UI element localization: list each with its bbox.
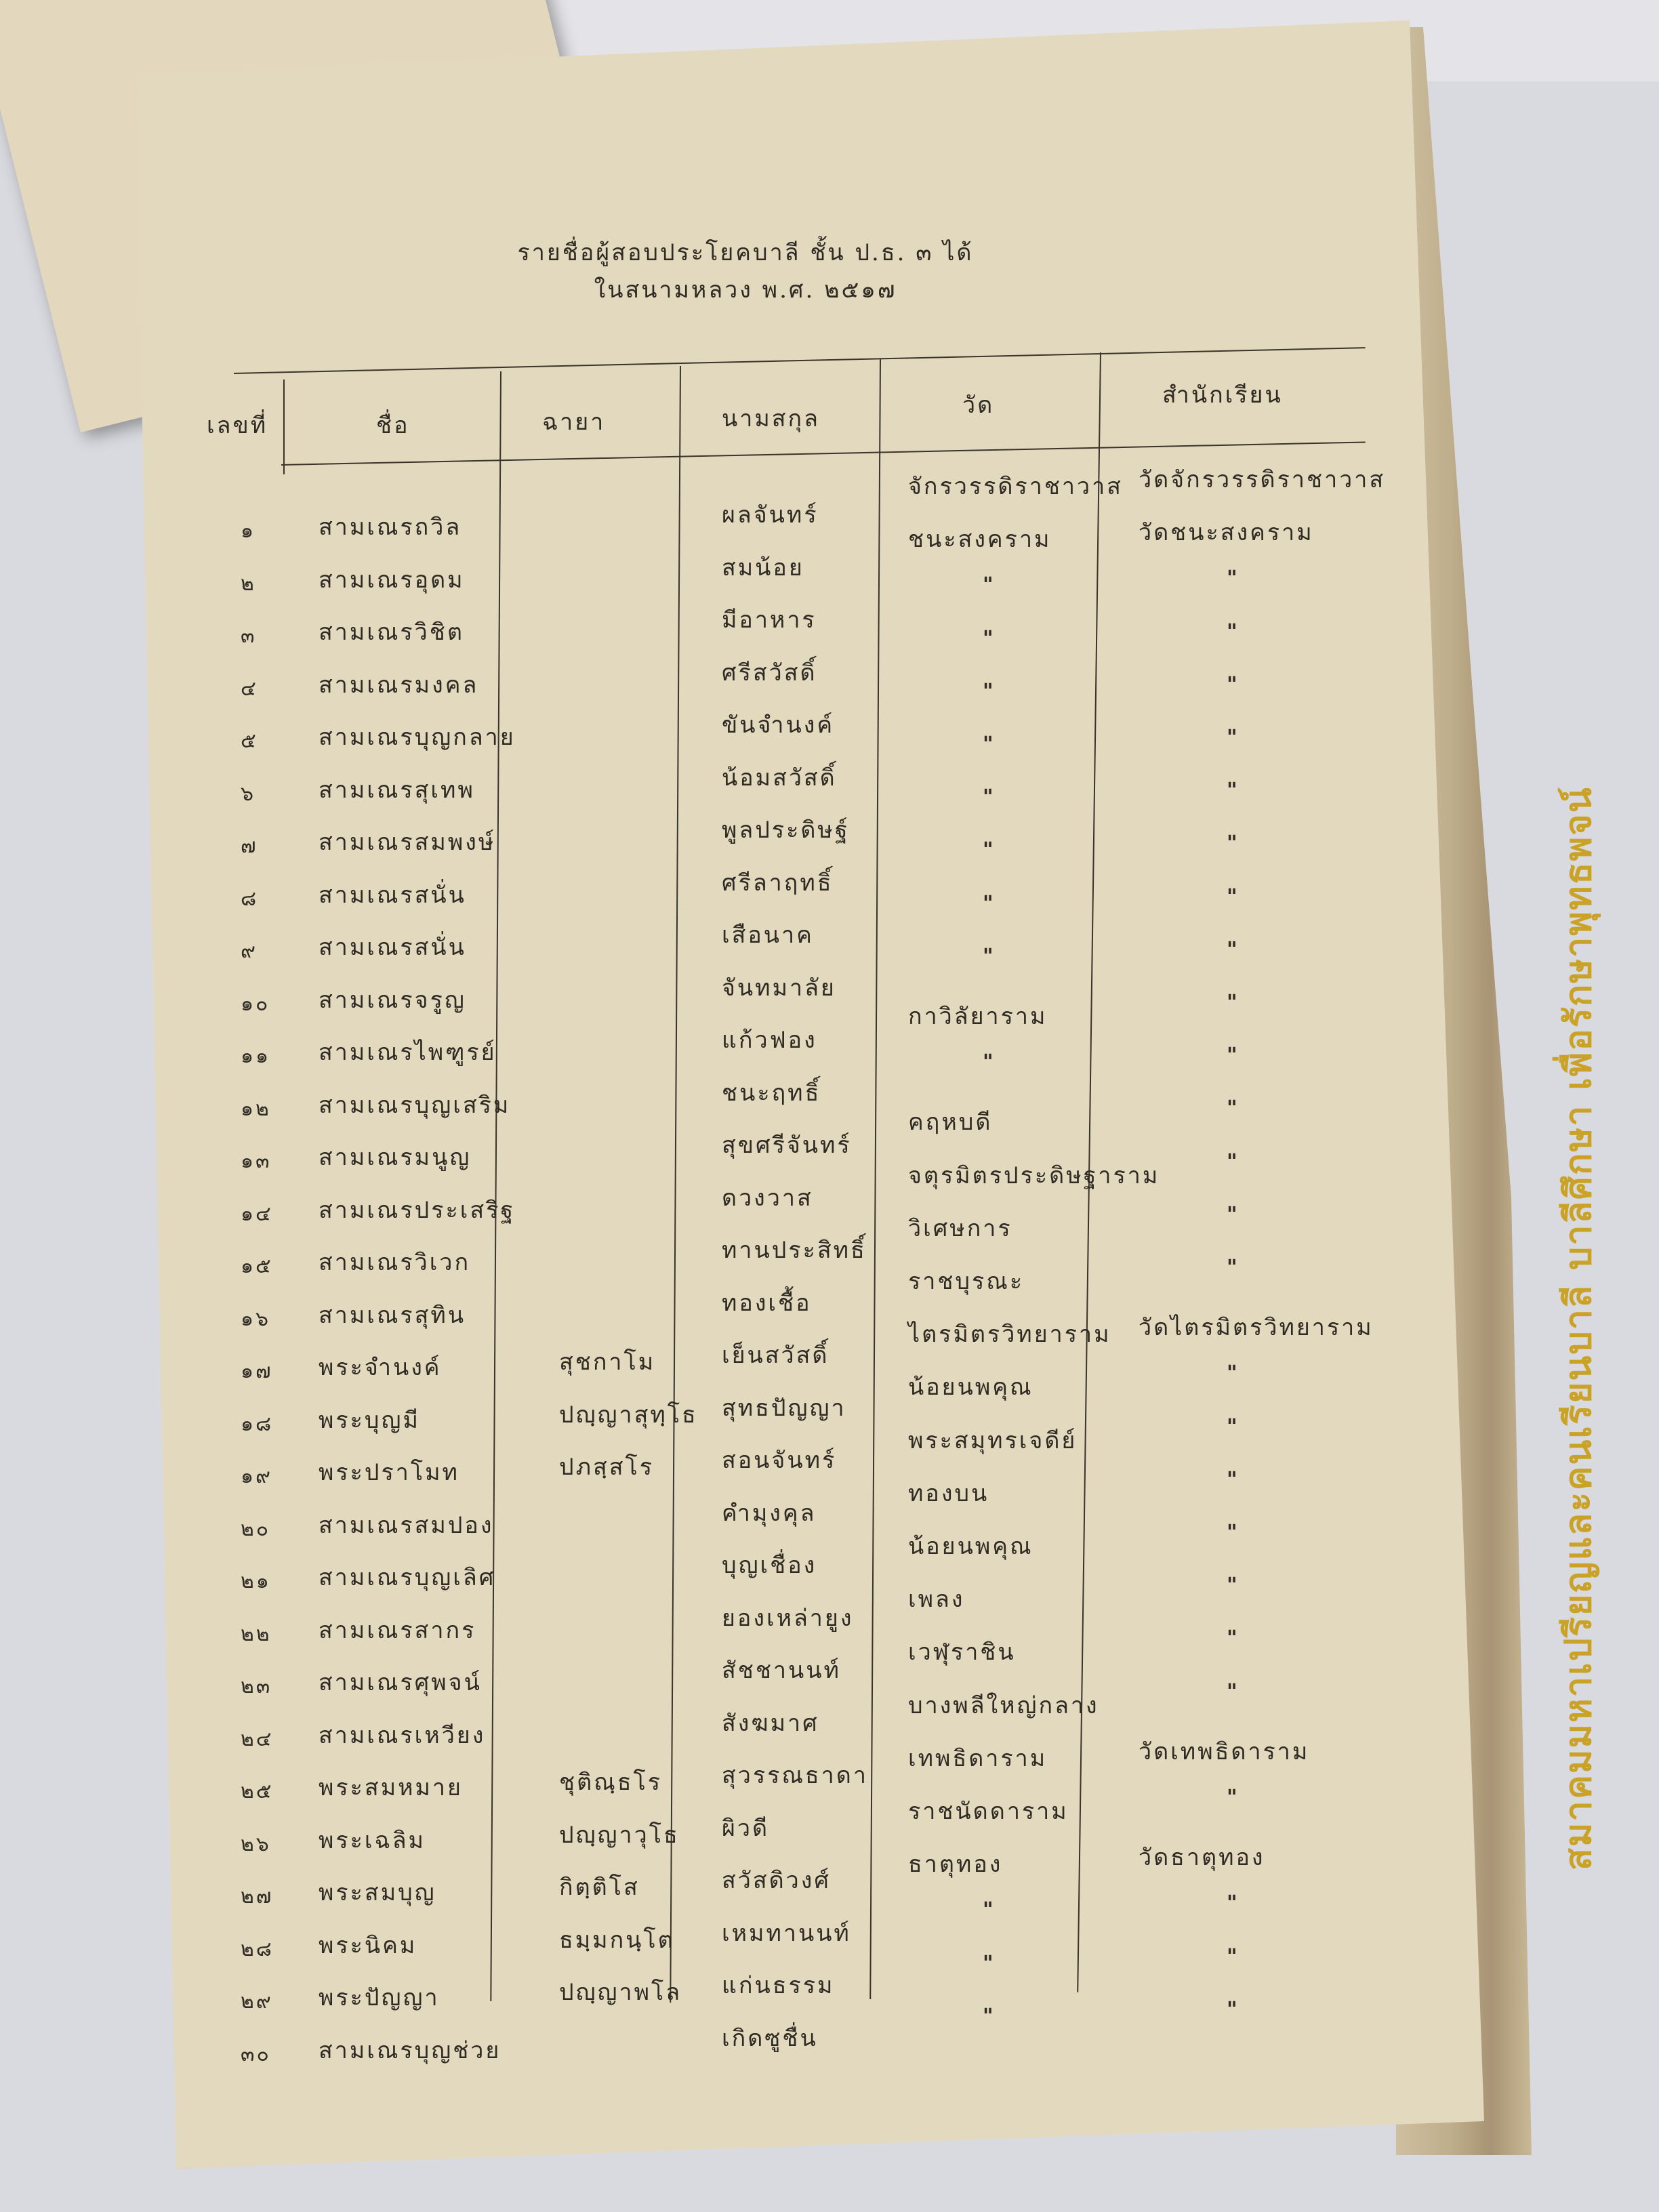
table-cell-surname: สุทธปัญญา [722, 1394, 846, 1422]
table-cell-school: " [1227, 779, 1240, 803]
table-cell-name: สามเณรศุพจน์ [319, 1669, 482, 1696]
table-cell-name: พระปราโมท [319, 1459, 459, 1486]
watermark-text: สมาคมมหาเปรียญและคนเรียนบาลี บาลีศึกษา เพื่อรักษาพุทธพจน์ [1557, 786, 1599, 1870]
table-cell-surname: มีอาหาร [722, 607, 817, 634]
table-cell-surname: สุขศรีจันทร์ [722, 1132, 852, 1159]
table-cell-school: " [1227, 1997, 1240, 2022]
column-header-name: ชื่อ [376, 412, 410, 439]
table-cell-surname: เสือนาค [722, 922, 814, 949]
table-cell-wat: เวฬุราชิน [908, 1639, 1016, 1666]
table-cell-surname: ผิวดี [722, 1814, 770, 1842]
table-cell-surname: ทองเชื้อ [722, 1289, 812, 1317]
table-cell-school: " [1227, 1891, 1240, 1916]
table-cell-no: ๑๒ [241, 1097, 271, 1121]
table-cell-chaya: ปญฺญาพโล [559, 1979, 682, 2006]
table-cell-surname: เหมทานนท์ [722, 1919, 851, 1947]
table-cell-wat: " [983, 891, 996, 916]
table-cell-wat: ราชนัดดาราม [908, 1798, 1069, 1825]
table-cell-surname: ทานประสิทธิ์ [722, 1237, 867, 1264]
table-cell-surname: สังฆมาศ [722, 1709, 819, 1737]
table-cell-wat: เทพธิดาราม [908, 1744, 1048, 1772]
table-cell-no: ๒๑ [241, 1570, 271, 1593]
table-cell-name: สามเณรสากร [319, 1616, 476, 1644]
table-cell-school: " [1227, 1256, 1240, 1279]
table-cell-name: พระบุญมี [319, 1406, 420, 1434]
table-cell-no: ๑๖ [241, 1307, 271, 1331]
table-cell-wat: " [983, 785, 996, 810]
table-cell-wat: วิเศษการ [908, 1214, 1012, 1242]
table-cell-name: สามเณรมนูญ [319, 1144, 472, 1171]
table-cell-school: วัดไตรมิตรวิทยาราม [1139, 1314, 1374, 1342]
table-cell-no: ๒๕ [241, 1780, 274, 1803]
table-cell-name: สามเณรบุญช่วย [319, 2036, 501, 2064]
table-cell-no: ๒ [241, 571, 256, 596]
table-cell-no: ๒๗ [241, 1885, 274, 1908]
table-cell-no: ๒๓ [241, 1675, 272, 1698]
table-cell-no: ๒๒ [241, 1622, 272, 1646]
table-cell-wat: " [983, 626, 996, 651]
table-cell-no: ๑๙ [241, 1465, 273, 1488]
table-cell-school: " [1227, 672, 1240, 697]
table-cell-no: ๒๙ [241, 1990, 273, 2013]
table-cell-name: สามเณรวิเวก [319, 1249, 471, 1276]
table-cell-name: สามเณรวิชิต [319, 619, 464, 646]
table-cell-no: ๒๖ [241, 1832, 271, 1856]
table-cell-school: " [1227, 1574, 1240, 1598]
table-cell-no: ๑๑ [241, 1044, 271, 1068]
table-cell-surname: เกิดซูชื่น [722, 2024, 818, 2052]
table-cell-school: " [1227, 937, 1240, 962]
table-cell-name: สามเณรบุญกลาย [319, 724, 516, 751]
table-cell-surname: ศรีลาฤทธิ์ [722, 869, 834, 897]
column-header-number: เลขที่ [207, 412, 268, 439]
table-cell-name: พระจำนงค์ [319, 1354, 442, 1381]
table-cell-surname: เย็นสวัสดิ์ [722, 1342, 830, 1369]
table-cell-surname: ดวงวาส [722, 1184, 813, 1212]
document-title-line2: ในสนามหลวง พ.ศ. ๒๕๑๗ [594, 276, 897, 304]
table-cell-school: " [1227, 991, 1240, 1015]
document-title-line1: รายชื่อผู้สอบประโยคบาลี ชั้น ป.ธ. ๓ ได้ [517, 239, 974, 266]
table-cell-no: ๙ [241, 939, 258, 963]
table-cell-surname: ยองเหล่ายูง [722, 1604, 854, 1632]
table-cell-wat: จักรวรรดิราชาวาส [908, 473, 1123, 500]
table-cell-chaya: ปญฺญาสุทฺโธ [559, 1401, 698, 1429]
table-cell-wat: " [983, 679, 996, 703]
table-cell-wat: " [983, 1898, 996, 1923]
table-cell-name: สามเณรประเสริฐ [319, 1196, 516, 1224]
table-cell-surname: สุวรรณธาดา [722, 1762, 868, 1789]
table-cell-school: วัดจักรวรรดิราชาวาส [1139, 466, 1386, 493]
table-cell-surname: แก้วฟอง [722, 1027, 817, 1054]
table-cell-wat: น้อยนพคุณ [908, 1533, 1033, 1560]
column-header-wat: วัด [962, 392, 995, 419]
table-cell-name: พระนิคม [319, 1931, 417, 1959]
table-cell-name: พระเฉลิม [319, 1826, 426, 1854]
table-cell-school: " [1227, 1097, 1240, 1121]
table-cell-no: ๖ [241, 781, 256, 806]
table-cell-name: สามเณรสนั่น [319, 934, 466, 961]
table-cell-wat: พระสมุทรเจดีย์ [908, 1427, 1078, 1454]
column-header-school: สำนักเรียน [1162, 382, 1283, 409]
table-cell-name: สามเณรบุญเลิศ [319, 1564, 496, 1591]
table-cell-wat: " [983, 2004, 996, 2028]
table-cell-school: วัดชนะสงคราม [1139, 519, 1314, 547]
table-cell-wat: เพลง [908, 1586, 965, 1614]
table-cell-no: ๔ [241, 676, 258, 701]
table-cell-school: วัดเทพธิดาราม [1139, 1738, 1310, 1765]
table-cell-name: สามเณรสุเทพ [319, 776, 475, 804]
table-cell-school: วัดธาตุทอง [1139, 1844, 1265, 1872]
table-cell-name: สามเณรไพฑูรย์ [319, 1039, 497, 1066]
table-cell-wat: น้อยนพคุณ [908, 1374, 1033, 1401]
table-cell-surname: บุญเชื่อง [722, 1552, 817, 1579]
table-cell-surname: คำมุงคุล [722, 1499, 817, 1527]
table-cell-name: พระสมหมาย [319, 1774, 463, 1801]
table-cell-surname: ศรีสวัสดิ์ [722, 659, 817, 687]
table-cell-no: ๑๓ [241, 1149, 272, 1173]
table-cell-name: สามเณรเหวียง [319, 1721, 486, 1749]
table-cell-name: พระปัญญา [319, 1984, 440, 2011]
table-cell-school: " [1227, 1044, 1240, 1068]
table-cell-school: " [1227, 1467, 1240, 1492]
table-cell-wat: ทองบน [908, 1479, 989, 1507]
table-cell-school: " [1227, 726, 1240, 750]
table-cell-surname: ขันจำนงค์ [722, 712, 835, 739]
table-cell-no: ๒๐ [241, 1517, 271, 1541]
table-cell-school: " [1227, 1361, 1240, 1386]
table-cell-wat: " [983, 573, 996, 598]
table-cell-name: พระสมบุญ [319, 1879, 436, 1906]
table-cell-surname: สมน้อย [722, 554, 804, 581]
table-cell-wat: ธาตุทอง [908, 1851, 1003, 1879]
column-header-chaya: ฉายา [542, 409, 606, 436]
table-cell-name: สามเณรบุญเสริม [319, 1091, 511, 1119]
table-cell-wat: ชนะสงคราม [908, 526, 1052, 554]
table-cell-school: " [1227, 1679, 1240, 1704]
table-cell-surname: ชนะฤทธิ์ [722, 1079, 821, 1107]
table-cell-chaya: ชุติณฺธโร [559, 1769, 662, 1796]
table-cell-school: " [1227, 1149, 1240, 1174]
table-cell-no: ๑๐ [241, 991, 270, 1016]
table-cell-school: " [1227, 567, 1240, 591]
table-cell-chaya: ปภสฺสโร [559, 1454, 655, 1481]
table-column-divider [283, 380, 285, 474]
table-cell-surname: พูลประดิษฐ์ [722, 817, 850, 844]
table-cell-surname: แก่นธรรม [722, 1972, 835, 1999]
table-cell-wat: " [983, 838, 996, 863]
table-cell-school: " [1227, 1414, 1240, 1439]
table-cell-no: ๑๘ [241, 1412, 274, 1436]
table-cell-school: " [1227, 1521, 1240, 1544]
table-cell-wat: คฤหบดี [908, 1109, 993, 1136]
table-cell-no: ๑ [241, 519, 256, 543]
table-cell-no: ๓ [241, 624, 257, 648]
table-cell-chaya: ปญฺญาวุโธ [559, 1821, 680, 1849]
table-cell-wat: ไตรมิตรวิทยาราม [908, 1321, 1111, 1349]
table-cell-name: สามเณรสุทิน [319, 1301, 466, 1329]
table-cell-no: ๘ [241, 886, 259, 911]
table-cell-chaya: กิตฺติโส [559, 1874, 640, 1901]
table-cell-surname: จันทมาลัย [722, 974, 836, 1002]
table-cell-wat: กาวิลัยาราม [908, 1003, 1048, 1030]
table-cell-surname: สอนจันทร์ [722, 1447, 837, 1474]
table-cell-no: ๒๘ [241, 1937, 274, 1961]
table-cell-school: " [1227, 619, 1240, 644]
table-cell-surname: สัชชานนท์ [722, 1657, 841, 1684]
table-cell-school: " [1227, 1786, 1240, 1809]
table-cell-name: สามเณรถวิล [319, 514, 462, 541]
table-cell-name: สามเณรสมพงษ์ [319, 829, 496, 856]
table-cell-school: " [1227, 1626, 1240, 1651]
table-cell-name: สามเณรสนั่น [319, 881, 466, 909]
table-cell-surname: สวัสดิวงศ์ [722, 1867, 831, 1894]
table-cell-school: " [1227, 1202, 1240, 1227]
table-cell-surname: น้อมสวัสดิ์ [722, 764, 837, 792]
table-cell-wat: " [983, 733, 996, 756]
table-cell-wat: " [983, 1050, 996, 1075]
table-cell-school: " [1227, 832, 1240, 856]
table-cell-wat: " [983, 944, 996, 968]
table-cell-school: " [1227, 884, 1240, 909]
table-cell-no: ๑๕ [241, 1254, 273, 1278]
table-cell-no: ๑๔ [241, 1202, 273, 1226]
table-cell-no: ๑๗ [241, 1359, 273, 1383]
table-cell-wat: จตุรมิตรประดิษฐาราม [908, 1162, 1160, 1189]
table-cell-name: สามเณรอุดม [319, 566, 465, 594]
table-cell-school: " [1227, 1944, 1240, 1969]
table-cell-wat: ราชบุรณะ [908, 1268, 1025, 1295]
table-cell-surname: ผลจันทร์ [722, 501, 819, 529]
table-cell-no: ๒๔ [241, 1727, 274, 1751]
table-cell-name: สามเณรจรูญ [319, 986, 466, 1014]
table-cell-no: ๗ [241, 834, 258, 858]
table-cell-no: ๓๐ [241, 2042, 271, 2066]
table-cell-wat: บางพลีใหญ่กลาง [908, 1692, 1099, 1719]
table-cell-chaya: ธมฺมกนฺโต [559, 1926, 675, 1954]
table-cell-wat: " [983, 1951, 996, 1975]
column-header-surname: นามสกุล [722, 405, 820, 432]
table-cell-no: ๕ [241, 729, 258, 753]
table-cell-name: สามเณรสมปอง [319, 1511, 494, 1539]
table-cell-chaya: สุชกาโม [559, 1349, 656, 1376]
table-cell-name: สามเณรมงคล [319, 671, 479, 699]
